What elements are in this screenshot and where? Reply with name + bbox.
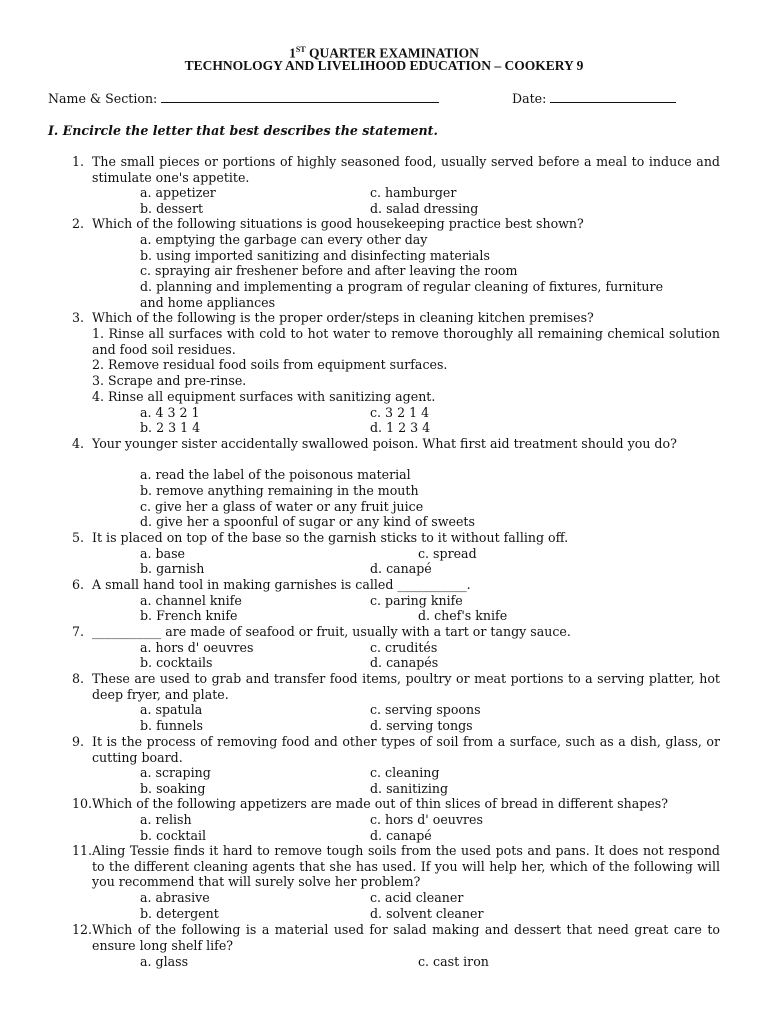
question-3 [72, 310, 720, 326]
step-2: 2. Remove residual food soils from equipment surfaces. [92, 357, 448, 372]
question-number: 9. [72, 734, 85, 749]
question-number: 7. [72, 624, 85, 639]
option-d[interactable]: d. planning and implementing a program of regular cleaning of fixtures, furniture [140, 279, 664, 294]
question-number: 12. [72, 922, 93, 937]
option-d-continued: and home appliances [140, 295, 276, 310]
subject-title: TECHNOLOGY AND LIVELIHOOD EDUCATION – COOKERY 9 [184, 58, 584, 73]
option-d[interactable]: d. canapés [370, 655, 439, 670]
option-d[interactable]: d. canapé [370, 828, 432, 843]
question-text: Which of the following is a material used for salad making and dessert that need great care to ensure long shelf life? [92, 922, 720, 953]
option-a[interactable]: a. scraping [140, 765, 211, 780]
option-b[interactable]: b. garnish [140, 561, 205, 576]
date-blank[interactable] [550, 91, 676, 103]
option-d[interactable]: d. serving tongs [370, 718, 473, 733]
question-number: 4. [72, 436, 85, 451]
option-a[interactable]: a. channel knife [140, 593, 242, 608]
option-b[interactable]: b. 2 3 1 4 [140, 420, 201, 435]
question-number: 11. [72, 843, 93, 858]
question-text: The small pieces or portions of highly seasoned food, usually served before a meal to induce and stimulate one's appetite. [92, 154, 720, 185]
option-d[interactable]: d. 1 2 3 4 [370, 420, 431, 435]
question-number: 2. [72, 216, 85, 231]
option-c[interactable]: c. hors d' oeuvres [370, 812, 483, 827]
option-c[interactable]: c. cleaning [370, 765, 440, 780]
section-title: I. Encircle the letter that best describes the statement. [48, 123, 438, 138]
option-a[interactable]: a. base [140, 546, 186, 561]
option-c[interactable]: c. spraying air freshener before and after leaving the room [140, 263, 518, 278]
option-a[interactable]: a. relish [140, 812, 192, 827]
question-6 [72, 577, 720, 593]
option-a[interactable]: a. appetizer [140, 185, 216, 200]
question-text: ___________ are made of seafood or fruit, usually with a tart or tangy sauce. [92, 624, 571, 639]
question-text: Which of the following appetizers are made out of thin slices of bread in different shapes? [92, 796, 668, 811]
question-number: 1. [72, 154, 85, 169]
option-b[interactable]: b. cocktail [140, 828, 207, 843]
question-4 [72, 436, 720, 452]
option-a[interactable]: a. hors d' oeuvres [140, 640, 254, 655]
question-1 [72, 154, 720, 185]
option-c[interactable]: c. give her a glass of water or any fruit juice [140, 499, 424, 514]
option-c[interactable]: c. spread [418, 546, 477, 561]
question-text: Which of the following is the proper order/steps in cleaning kitchen premises? [92, 310, 594, 325]
option-c[interactable]: c. paring knife [370, 593, 463, 608]
question-10 [72, 796, 720, 812]
option-a[interactable]: a. glass [140, 954, 189, 969]
option-a[interactable]: a. read the label of the poisonous material [140, 467, 411, 482]
option-a[interactable]: a. spatula [140, 702, 203, 717]
exam-title: 1ST QUARTER EXAMINATION [289, 45, 479, 61]
step-1: 1. Rinse all surfaces with cold to hot water to remove thoroughly all remaining chemical solution and food soil residues. [92, 326, 720, 357]
option-b[interactable]: b. remove anything remaining in the mouth [140, 483, 419, 498]
option-a[interactable]: a. emptying the garbage can every other day [140, 232, 428, 247]
question-number: 8. [72, 671, 85, 686]
option-c[interactable]: c. hamburger [370, 185, 457, 200]
option-d[interactable]: d. canapé [370, 561, 432, 576]
question-8 [72, 671, 720, 702]
option-c[interactable]: c. serving spoons [370, 702, 481, 717]
option-d[interactable]: d. give her a spoonful of sugar or any kind of sweets [140, 514, 475, 529]
option-c[interactable]: c. acid cleaner [370, 890, 464, 905]
option-b[interactable]: b. French knife [140, 608, 238, 623]
option-a[interactable]: a. 4 3 2 1 [140, 405, 200, 420]
question-text: These are used to grab and transfer food items, poultry or meat portions to a serving platter, hot deep fryer, and plate. [92, 671, 720, 702]
option-c[interactable]: c. 3 2 1 4 [370, 405, 430, 420]
option-b[interactable]: b. dessert [140, 201, 204, 216]
question-9 [72, 734, 720, 765]
option-d[interactable]: d. sanitizing [370, 781, 449, 796]
date-field[interactable] [512, 91, 676, 107]
question-number: 10. [72, 796, 93, 811]
question-12 [72, 922, 720, 953]
option-c[interactable]: c. crudités [370, 640, 438, 655]
question-2 [72, 216, 720, 232]
date-label: Date: [512, 91, 547, 106]
option-b[interactable]: b. detergent [140, 906, 219, 921]
question-number: 5. [72, 530, 85, 545]
name-section-field[interactable] [48, 91, 439, 107]
question-5 [72, 530, 720, 546]
option-a[interactable]: a. abrasive [140, 890, 210, 905]
question-7 [72, 624, 720, 640]
question-text: Your younger sister accidentally swallowed poison. What first aid treatment should you do? [92, 436, 677, 451]
option-b[interactable]: b. using imported sanitizing and disinfecting materials [140, 248, 490, 263]
question-text: It is placed on top of the base so the garnish sticks to it without falling off. [92, 530, 569, 545]
option-d[interactable]: d. salad dressing [370, 201, 479, 216]
option-d[interactable]: d. chef's knife [418, 608, 508, 623]
name-blank[interactable] [161, 91, 439, 103]
question-text: Aling Tessie finds it hard to remove tough soils from the used pots and pans. It does not respond to the different cleaning agents that she has used. If you will help her, which of the following will you recommend that will surely solve her problem? [92, 843, 720, 890]
question-number: 6. [72, 577, 85, 592]
question-11 [72, 843, 720, 890]
option-d[interactable]: d. solvent cleaner [370, 906, 484, 921]
step-4: 4. Rinse all equipment surfaces with sanitizing agent. [92, 389, 436, 404]
option-b[interactable]: b. cocktails [140, 655, 213, 670]
option-b[interactable]: b. soaking [140, 781, 206, 796]
name-label: Name & Section: [48, 91, 158, 106]
question-text: It is the process of removing food and other types of soil from a surface, such as a dish, glass, or cutting board. [92, 734, 720, 765]
step-3: 3. Scrape and pre-rinse. [92, 373, 247, 388]
option-b[interactable]: b. funnels [140, 718, 204, 733]
question-number: 3. [72, 310, 85, 325]
option-c[interactable]: c. cast iron [418, 954, 489, 969]
question-text: Which of the following situations is good housekeeping practice best shown? [92, 216, 584, 231]
question-text: A small hand tool in making garnishes is called ___________. [92, 577, 471, 592]
